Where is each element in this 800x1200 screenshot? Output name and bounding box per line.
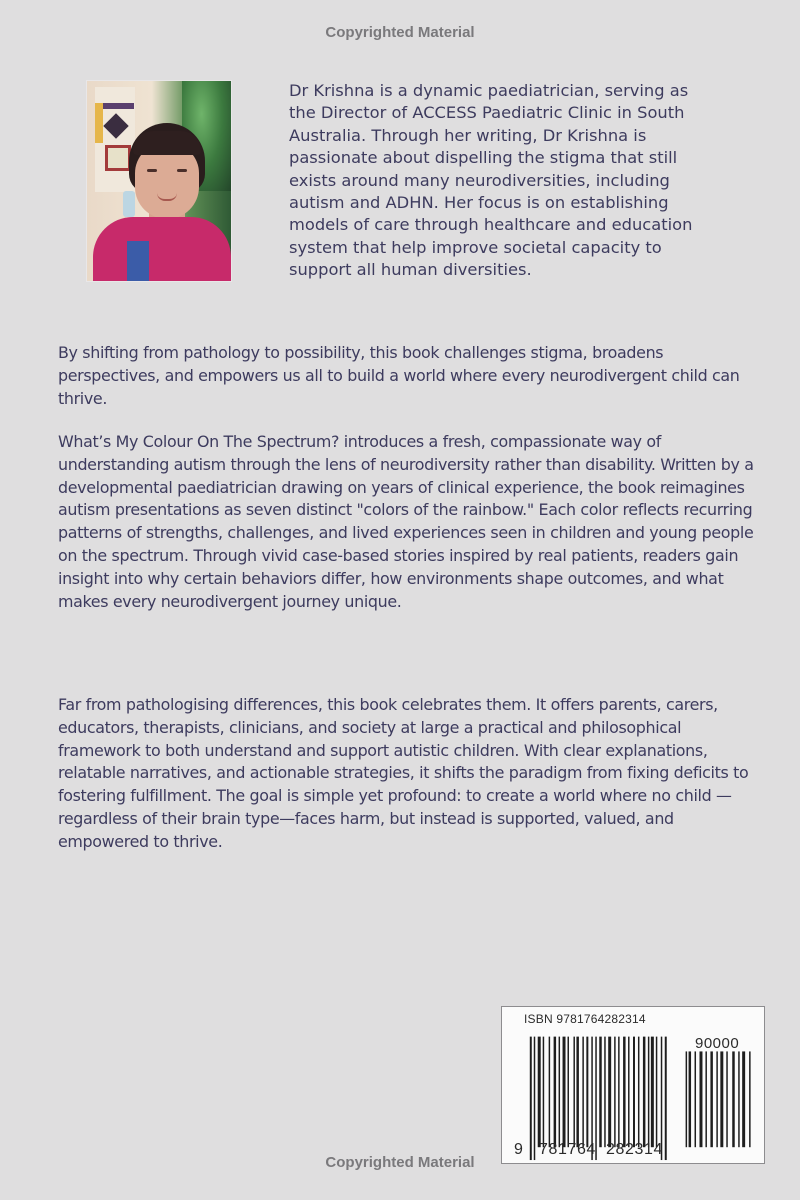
barcode-addon-number: 90000: [695, 1035, 740, 1052]
author-photo: [86, 80, 232, 282]
barcode-icon: [502, 1007, 764, 1163]
isbn-label: ISBN 9781764282314: [524, 1012, 646, 1026]
barcode-digits-left: 781764: [539, 1141, 596, 1158]
poster-bar: [98, 103, 134, 109]
barcode-digit-prefix: 9: [514, 1141, 524, 1158]
blurb-paragraph-3: Far from pathologising differences, this book celebrates them. It offers parents, carers, educators, therapists, clinicians, and society at large a practical and philosophical framework to both understand and support autistic children. With clear explanations, relatable narratives, and actionable strategies, it shifts the paradigm from fixing deficits to fostering fulfillment. The goal is simple yet profound: to create a world where no child —regardless of their brain type—faces harm, but instead is supported, valued, and empowered to thrive.: [58, 695, 749, 851]
blurb-paragraph-2: What’s My Colour On The Spectrum? introduces a fresh, compassionate way of understanding autism through the lens of neurodiversity rather than disability. Written by a developmental paediatrician drawing on years of clinical experience, the book reimagines autism presentations as seven distinct "colors of the rainbow." Each color reflects recurring patterns of strengths, challenges, and lived experiences seen in children and young people on the spectrum. Through vivid case-based stories inspired by real patients, readers gain insight into why certain behaviors differ, how environments shape outcomes, and what makes every neurodivergent journey unique.: [58, 432, 754, 611]
blurb-paragraph-1: By shifting from pathology to possibility, this book challenges stigma, broadens perspectives, and empowers us all to build a world where every neurodivergent child can thrive.: [58, 343, 740, 408]
author-bio: Dr Krishna is a dynamic paediatrician, serving as the Director of ACCESS Paediatric Clinic in South Australia. Through her writing, Dr Krishna is passionate about dispelling the stigma that still exists around many neurodiversities, including autism and ADHN. Her focus is on establishing models of care through healthcare and education system that help improve societal capacity to support all human diversities.: [289, 81, 693, 280]
photo-cardigan: [93, 217, 231, 282]
poster-frame: [105, 145, 131, 171]
photo-eye-right: [177, 169, 187, 172]
barcode-digits-right: 282314: [606, 1141, 663, 1158]
copyright-watermark-top: Copyrighted Material: [325, 24, 475, 41]
photo-shirt: [127, 241, 149, 281]
poster-diamond: [103, 113, 128, 138]
photo-bottle: [123, 191, 135, 217]
photo-yellow-strip: [95, 103, 103, 143]
isbn-barcode: [501, 1006, 765, 1164]
photo-eye-left: [147, 169, 157, 172]
photo-fringe: [133, 131, 201, 155]
copyright-watermark-bottom: Copyrighted Material: [325, 1154, 475, 1171]
